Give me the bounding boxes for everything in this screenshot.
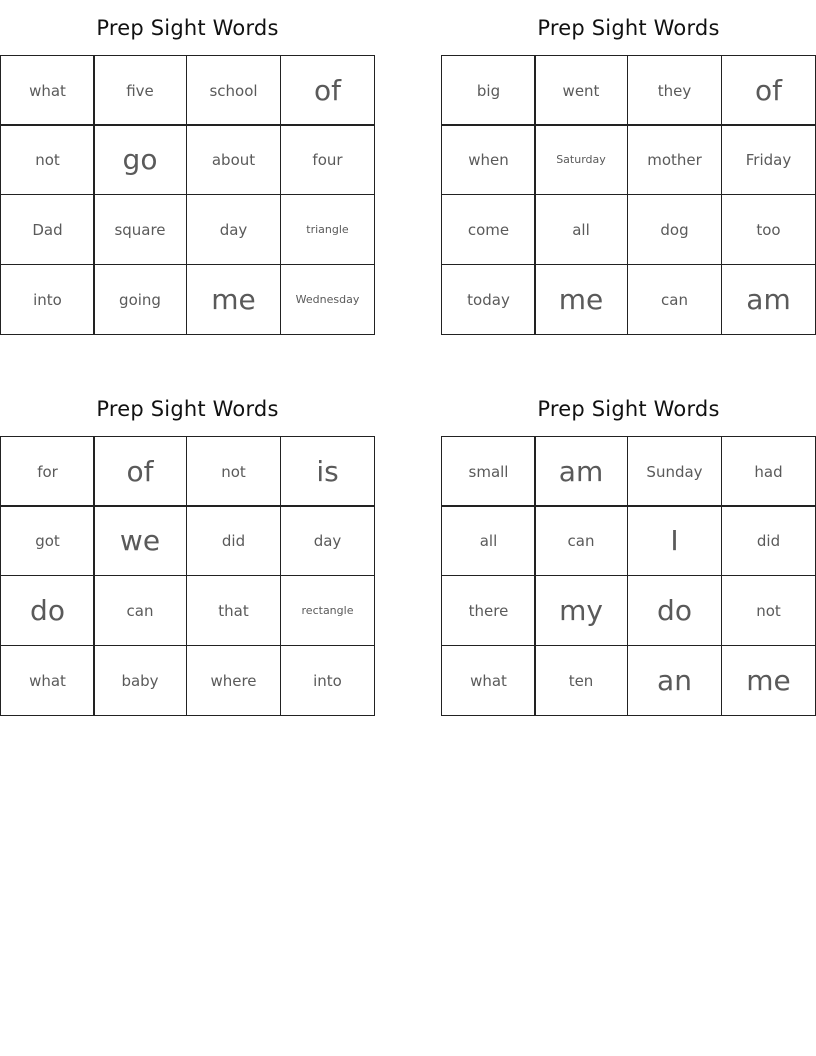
word-cell: do: [627, 575, 722, 646]
word-cell: small: [441, 436, 536, 507]
word-cell: they: [627, 55, 722, 126]
word-cell: day: [186, 194, 281, 265]
word-cell: not: [0, 124, 95, 195]
word-cell: too: [721, 194, 816, 265]
word-cell: Dad: [0, 194, 95, 265]
word-cell: my: [534, 575, 628, 646]
word-cell: I: [627, 505, 722, 576]
word-cell: square: [93, 194, 187, 265]
word-grid: [0, 436, 375, 716]
card-title: Prep Sight Words: [537, 397, 720, 421]
word-cell: can: [627, 264, 722, 335]
word-cell: got: [0, 505, 95, 576]
word-cell: me: [186, 264, 281, 335]
word-cell: today: [441, 264, 536, 335]
word-cell: what: [0, 645, 95, 716]
word-grid: [0, 55, 375, 335]
word-cell: big: [441, 55, 536, 126]
word-cell: Friday: [721, 124, 816, 195]
word-cell: did: [186, 505, 281, 576]
word-cell: come: [441, 194, 536, 265]
word-grid: [441, 55, 816, 335]
word-cell: about: [186, 124, 281, 195]
word-cell: do: [0, 575, 95, 646]
bingo-card: [441, 0, 816, 335]
bingo-card: [0, 0, 375, 335]
word-cell: dog: [627, 194, 722, 265]
bingo-card: [0, 381, 375, 716]
word-cell: me: [534, 264, 628, 335]
word-cell: all: [534, 194, 628, 265]
word-cell: for: [0, 436, 95, 507]
word-cell: Saturday: [534, 124, 628, 195]
word-cell: school: [186, 55, 281, 126]
word-cell: of: [280, 55, 375, 126]
word-cell: not: [721, 575, 816, 646]
word-cell: we: [93, 505, 187, 576]
word-cell: day: [280, 505, 375, 576]
word-cell: can: [93, 575, 187, 646]
word-cell: into: [0, 264, 95, 335]
word-cell: an: [627, 645, 722, 716]
word-cell: baby: [93, 645, 187, 716]
word-cell: go: [93, 124, 187, 195]
word-cell: there: [441, 575, 536, 646]
word-cell: me: [721, 645, 816, 716]
word-cell: of: [721, 55, 816, 126]
word-cell: going: [93, 264, 187, 335]
word-cell: what: [0, 55, 95, 126]
word-cell: can: [534, 505, 628, 576]
word-cell: what: [441, 645, 536, 716]
word-cell: all: [441, 505, 536, 576]
word-cell: ten: [534, 645, 628, 716]
word-cell: mother: [627, 124, 722, 195]
card-title: Prep Sight Words: [537, 16, 720, 40]
word-cell: is: [280, 436, 375, 507]
word-cell: that: [186, 575, 281, 646]
word-cell: am: [721, 264, 816, 335]
card-title: Prep Sight Words: [96, 397, 279, 421]
word-cell: four: [280, 124, 375, 195]
word-cell: into: [280, 645, 375, 716]
word-cell: triangle: [280, 194, 375, 265]
word-cell: when: [441, 124, 536, 195]
bingo-card: [441, 381, 816, 716]
word-cell: where: [186, 645, 281, 716]
word-cell: Wednesday: [280, 264, 375, 335]
word-cell: had: [721, 436, 816, 507]
word-cell: rectangle: [280, 575, 375, 646]
word-cell: am: [534, 436, 628, 507]
word-cell: of: [93, 436, 187, 507]
card-title: Prep Sight Words: [96, 16, 279, 40]
word-cell: five: [93, 55, 187, 126]
word-cell: did: [721, 505, 816, 576]
word-cell: not: [186, 436, 281, 507]
word-grid: [441, 436, 816, 716]
word-cell: Sunday: [627, 436, 722, 507]
word-cell: went: [534, 55, 628, 126]
